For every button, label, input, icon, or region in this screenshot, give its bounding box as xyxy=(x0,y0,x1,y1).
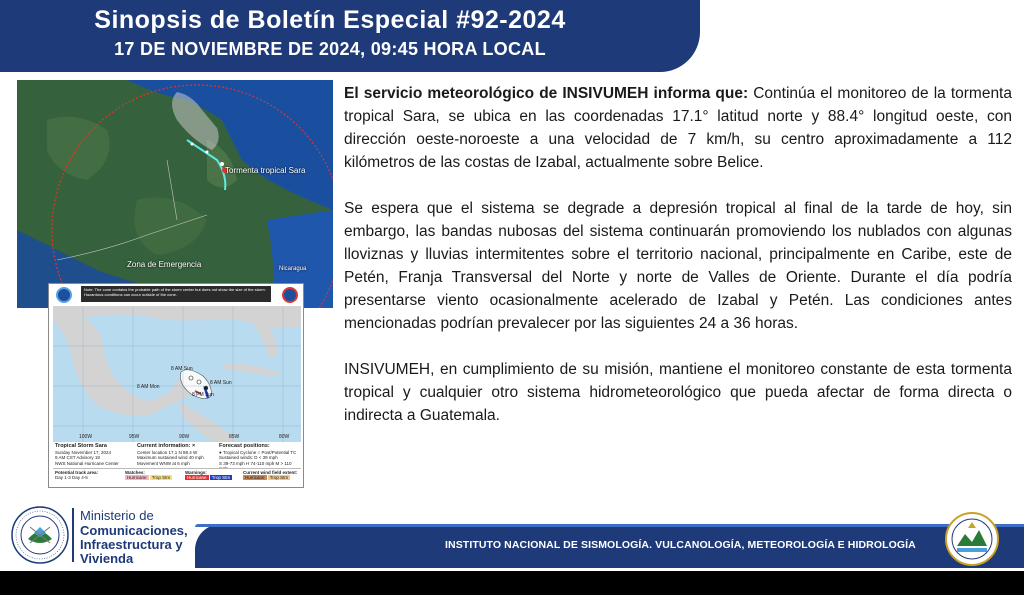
storm-name: Tropical Storm Sara xyxy=(55,443,107,449)
longitude-label: 90W xyxy=(179,434,190,440)
forecast-point-label: 8 AM Sun xyxy=(210,380,232,386)
forecast-point-label: 8 PM Sun xyxy=(192,392,214,398)
forecast-map-area xyxy=(53,306,301,442)
forecast-legend xyxy=(53,468,301,486)
legend-wind-item: Trop Stm xyxy=(269,475,289,480)
longitude-label: 80W xyxy=(279,434,290,440)
satellite-map-graphic xyxy=(17,80,333,308)
storm-advisory: 9 AM CST Advisory 18 xyxy=(55,455,100,460)
guatemala-seal-icon xyxy=(10,505,70,565)
paragraph-3: INSIVUMEH, en cumplimiento de su misión, mantiene el monitoreo constante de esta tormenta tropical y cualquier otro sistema hidrometeorológico que pueda afectar de forma directa o indirecta a Guatemala. xyxy=(344,361,1012,424)
bulletin-body xyxy=(344,82,1012,450)
ministry-name xyxy=(80,508,188,566)
forecast-map-header xyxy=(49,284,304,306)
insivumeh-logo-icon xyxy=(945,512,999,566)
forecast-point-label: 8 AM Sun xyxy=(171,366,193,372)
legend-warnings-title: Warnings: xyxy=(185,470,207,475)
storm-date: Sunday November 17, 2024 xyxy=(55,449,112,455)
current-info-line: Center location 17.1 N 88.4 W xyxy=(137,449,198,455)
nws-logo-icon xyxy=(282,287,298,303)
nicaragua-label: Nicaragua xyxy=(279,266,307,272)
forecast-line: Sustained winds: D < 39 mph xyxy=(219,455,278,460)
longitude-label: 95W xyxy=(129,434,140,440)
footer-stripe xyxy=(195,524,1024,527)
legend-track-title: Potential track area: xyxy=(55,470,99,475)
footer-divider xyxy=(72,508,74,562)
emergency-zone-label: Zona de Emergencia xyxy=(127,260,202,269)
intro-bold: El servicio meteorológico de INSIVUMEH informa que: xyxy=(344,85,749,102)
current-info-title: Current information: × xyxy=(137,443,196,449)
legend-wind-item: Hurricane xyxy=(245,475,265,480)
longitude-label: 85W xyxy=(229,434,240,440)
storm-center: NWS National Hurricane Center xyxy=(55,460,119,466)
longitude-label: 100W xyxy=(79,434,93,440)
institute-name: INSTITUTO NACIONAL DE SISMOLOGÍA. VULCANOLOGÍA, METEOROLOGÍA E HIDROLOGÍA xyxy=(445,539,916,551)
storm-label: Tormenta tropical Sara xyxy=(225,166,306,175)
current-info-line: Maximum sustained wind 40 mph xyxy=(137,455,204,460)
bottom-bar xyxy=(0,571,1024,595)
ministry-line-3: Infraestructura y xyxy=(80,537,183,552)
legend-warning-item: Trop Stm xyxy=(211,475,231,480)
svg-text:×: × xyxy=(203,386,207,392)
legend-watch-item: Hurricane xyxy=(127,475,147,480)
legend-watch-item: Trop Stm xyxy=(151,475,171,480)
ministry-line-4: Vivienda xyxy=(80,551,134,566)
header-banner xyxy=(0,0,700,72)
forecast-info-panel xyxy=(53,442,301,468)
legend-watches-title: Watches: xyxy=(125,470,145,475)
ministry-line-2: Comunicaciones, xyxy=(80,523,188,538)
forecast-point-label: 8 AM Mon xyxy=(137,384,160,390)
ministry-line-1: Ministerio de xyxy=(80,508,154,523)
forecast-line: ● Tropical Cyclone ○ Post/Potential TC xyxy=(219,449,297,455)
legend-track-item: Day 1-3 xyxy=(55,475,71,480)
forecast-positions-title: Forecast positions: xyxy=(219,443,270,449)
paragraph-2: Se espera que el sistema se degrade a depresión tropical al final de la tarde de hoy, sin embargo, las bandas nubosas del sistema continuarán promoviendo los nublados con algunas lloviznas y lluvias intermitentes sobre el territorio nacional, principalmente en Caribe, este de Petén, Franja Transversal del Norte y norte de Valles de Oriente. Durante el día podría presentarse viento ocasionalmente acelerado de Izabal y Petén. Las condiciones antes mencionadas podrían prevalecer por las siguientes 24 a 36 horas. xyxy=(344,200,1012,332)
footer-bar xyxy=(195,524,1024,568)
forecast-cone-map xyxy=(48,283,304,488)
forecast-line: S 39-73 mph H 74-110 mph M > 110 xyxy=(219,460,292,466)
page-title: Sinopsis de Boletín Especial #92-2024 xyxy=(94,6,566,34)
noaa-logo-icon xyxy=(56,287,72,303)
paragraph-1-text: Continúa el monitoreo de la tormenta tropical Sara, se ubica en las coordenadas 17.1° latitud norte y 88.4° longitud oeste, con dirección oeste-noroeste a una velocidad de 7 km/h, su centro aproximadamente a 112 kilómetros de las costas de Izabal, actualmente sobre Belice. xyxy=(344,85,1012,171)
paragraph-1 xyxy=(344,82,1012,174)
current-info-line: Movement WNW at 6 mph xyxy=(137,460,190,466)
legend-warning-item: Hurricane xyxy=(187,475,207,480)
forecast-map-graphic xyxy=(53,306,301,442)
legend-track-item: Day 4-5 xyxy=(72,475,88,480)
page-subtitle: 17 DE NOVIEMBRE DE 2024, 09:45 HORA LOCAL xyxy=(114,39,546,59)
forecast-note: Note: The cone contains the probable path of the storm center but does not show the size of the storm. Hazardous conditions can occur outside of the cone. xyxy=(81,286,271,302)
legend-wind-title: Current wind field extent: xyxy=(243,470,298,475)
satellite-map xyxy=(17,80,333,308)
